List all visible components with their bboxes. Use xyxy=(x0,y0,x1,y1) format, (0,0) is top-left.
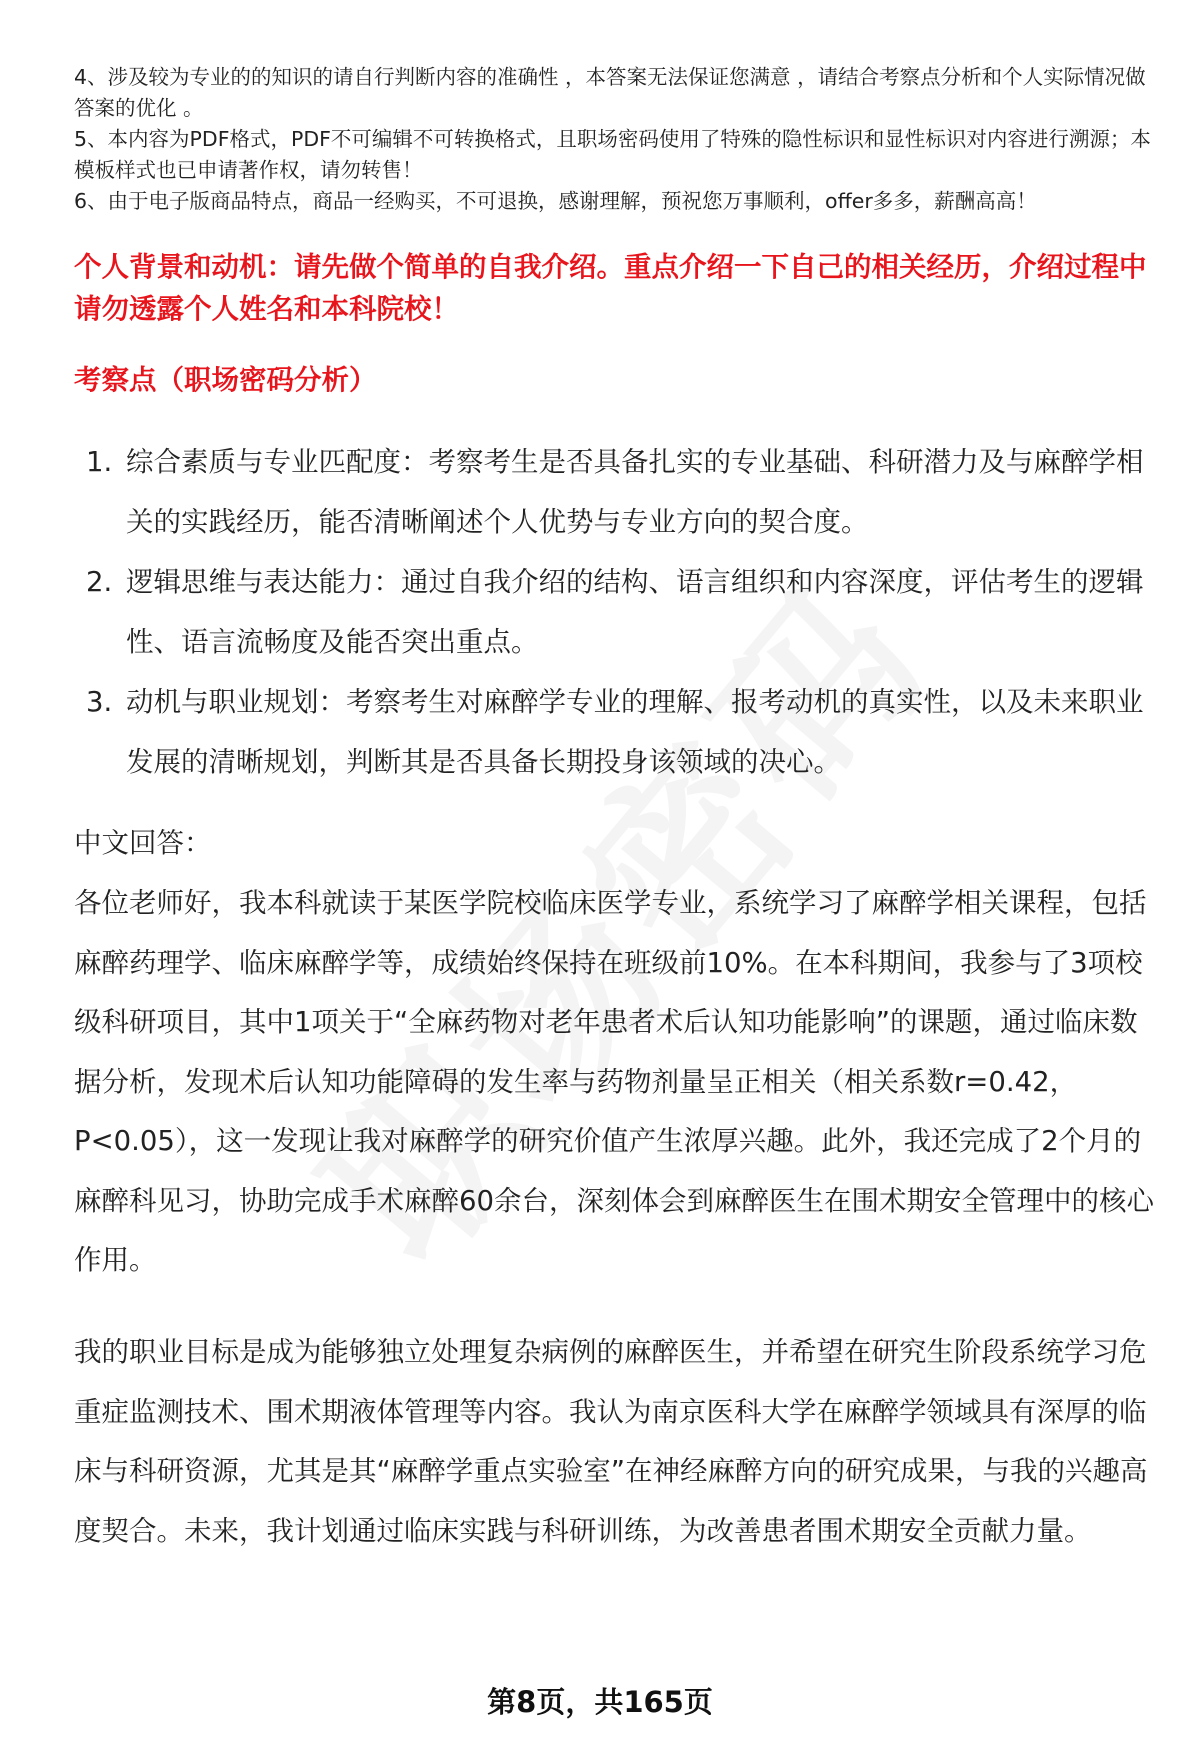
notice-item: 6、由于电子版商品特点，商品一经购买，不可退换，感谢理解，预祝您万事顺利，offer多多，薪酬高高！ xyxy=(74,189,1037,213)
answer-paragraph: 我的职业目标是成为能够独立处理复杂病例的麻醉医生，并希望在研究生阶段系统学习危重症监测技术、围术期液体管理等内容。我认为南京医科大学在麻醉学领域具有深厚的临床与科研资源，尤其是其“麻醉学重点实验室”在神经麻醉方向的研究成果，与我的兴趣高度契合。未来，我计划通过临床实践与科研训练，为改善患者围术期安全贡献力量。 xyxy=(74,1336,1148,1547)
point-number: 3. xyxy=(86,686,113,718)
section-title: 考察点（职场密码分析） xyxy=(74,364,377,396)
notice-item: 5、本内容为PDF格式，PDF不可编辑不可转换格式，且职场密码使用了特殊的隐性标识和显性标识对内容进行溯源；本模板样式也已申请著作权，请勿转售！ xyxy=(74,127,1151,182)
assessment-points xyxy=(74,432,1164,792)
notice-list xyxy=(74,62,1164,217)
point-text: 逻辑思维与表达能力：通过自我介绍的结构、语言组织和内容深度，评估考生的逻辑性、语言流畅度及能否突出重点。 xyxy=(126,566,1144,658)
point-text: 综合素质与专业匹配度：考察考生是否具备扎实的专业基础、科研潜力及与麻醉学相关的实践经历，能否清晰阐述个人优势与专业方向的契合度。 xyxy=(126,446,1144,538)
point-number: 1. xyxy=(86,446,113,478)
answer-paragraph: 各位老师好，我本科就读于某医学院校临床医学专业，系统学习了麻醉学相关课程，包括麻醉药理学、临床麻醉学等，成绩始终保持在班级前10%。在本科期间，我参与了3项校级科研项目，其中1项关于“全麻药物对老年患者术后认知功能影响”的课题，通过临床数据分析，发现术后认知功能障碍的发生率与药物剂量呈正相关（相关系数r=0.42，P<0.05），这一发现让我对麻醉学的研究价值产生浓厚兴趣。此外，我还完成了2个月的麻醉科见习，协助完成手术麻醉60余台，深刻体会到麻醉医生在围术期安全管理中的核心作用。 xyxy=(74,887,1154,1276)
notice-item: 4、涉及较为专业的的知识的请自行判断内容的准确性 ，本答案无法保证您满意 ，请结合考察点分析和个人实际情况做答案的优化 。 xyxy=(74,65,1146,120)
answer-label: 中文回答： xyxy=(74,827,212,859)
point-text: 动机与职业规划：考察考生对麻醉学专业的理解、报考动机的真实性，以及未来职业发展的清晰规划，判断其是否具备长期投身该领域的决心。 xyxy=(126,686,1144,778)
page-footer: 第8页，共165页 xyxy=(487,1685,713,1719)
assessment-point xyxy=(74,432,1164,552)
assessment-point xyxy=(74,552,1164,672)
interview-question: 个人背景和动机：请先做个简单的自我介绍。重点介绍一下自己的相关经历，介绍过程中请勿透露个人姓名和本科院校！ xyxy=(74,251,1147,325)
point-number: 2. xyxy=(86,566,113,598)
assessment-point xyxy=(74,672,1164,792)
